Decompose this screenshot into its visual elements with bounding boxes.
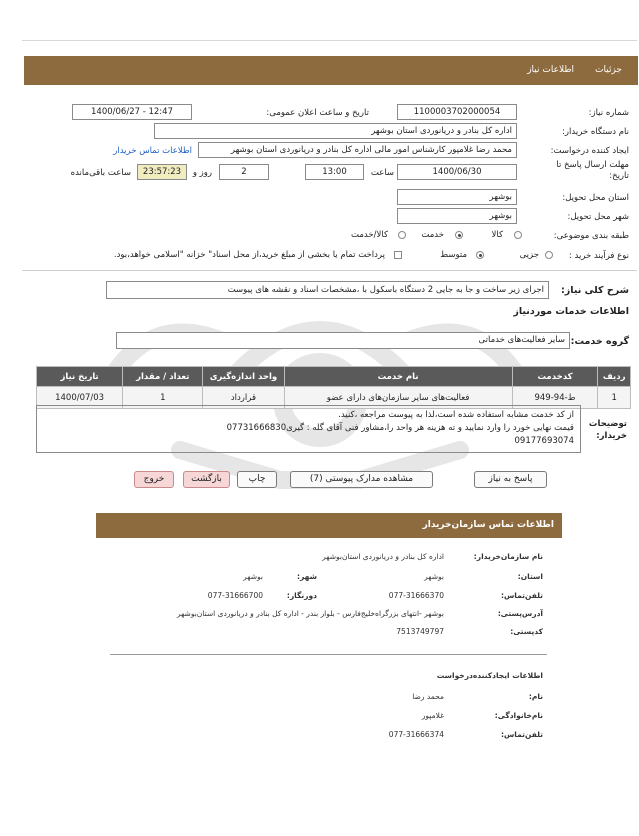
col-header-date: تاریخ نیاز <box>37 367 123 387</box>
services-title: اطلاعات خدمات موردنیاز <box>513 306 629 317</box>
category-radio-goods-service[interactable] <box>398 231 406 239</box>
last-name-value: غلامپور <box>421 711 444 720</box>
postal-address-value: بوشهر -انتهای بزرگراه‌خلیج‌فارس - بلوار بندر - اداره کل بنادر و دریانوردی استان‌بوشهر <box>176 609 444 618</box>
exit-button[interactable]: خروج <box>134 471 174 488</box>
province-field: بوشهر <box>397 189 517 205</box>
requester-label: ایجاد کننده درخواست: <box>550 146 629 156</box>
contact-phone-value: 077-31666370 <box>388 591 444 600</box>
remaining-time-field: 23:57:23 <box>137 164 187 180</box>
postal-address-label: آدرس‌پستی: <box>497 609 543 618</box>
announce-label: تاریخ و ساعت اعلان عمومی: <box>266 108 369 118</box>
contact-divider <box>110 654 547 655</box>
deadline-time-field: 13:00 <box>305 164 364 180</box>
summary-field: اجرای زیر ساخت و جا به جایی 2 دستگاه باسکول با ،مشخصات اسناد و نقشه های پیوست <box>106 281 549 299</box>
page-header <box>24 56 638 85</box>
contact-city-value: بوشهر <box>243 572 263 581</box>
process-option-minor: جزیی <box>519 250 539 260</box>
buyer-org-value-2: اداره کل بنادر و دریانوردی استان‌بوشهر <box>322 552 444 561</box>
payment-note: پرداخت تمام یا بخشی از مبلغ خرید،از محل اسناد" خزانه "اسلامی خواهد،بود. <box>113 250 385 260</box>
need-number-field: 1100003702000054 <box>397 104 517 120</box>
cell-unit: قرارداد <box>203 387 284 409</box>
cell-row: 1 <box>598 387 631 409</box>
requester-phone-label: تلفن‌تماس: <box>500 730 543 739</box>
category-option-service: خدمت <box>421 230 444 240</box>
category-option-goods-service: کالا/خدمت <box>351 230 388 240</box>
need-number-label: شماره نیاز: <box>588 108 629 118</box>
days-field: 2 <box>219 164 269 180</box>
contact-fax-label: دورنگار: <box>286 591 317 600</box>
tab-need-info[interactable]: اطلاعات نیاز <box>527 65 574 75</box>
section-divider <box>22 270 637 271</box>
process-label: نوع فرآیند خرید : <box>568 251 629 261</box>
attachments-button[interactable]: مشاهده مدارک پیوستی (7) <box>290 471 433 488</box>
deadline-label: مهلت ارسال پاسخ تا تاریخ: <box>556 160 629 181</box>
remaining-label: ساعت باقی‌مانده <box>70 168 131 178</box>
first-name-label: نام: <box>528 692 543 701</box>
notes-box <box>36 405 581 453</box>
last-name-label: نام‌خانوادگی: <box>494 711 543 720</box>
col-header-row: ردیف <box>598 367 631 387</box>
category-radio-service[interactable] <box>455 231 463 239</box>
buyer-contact-link[interactable]: اطلاعات تماس خریدار <box>113 146 192 156</box>
cell-name: فعالیت‌های سایر سازمان‌های دارای عضو <box>284 387 512 409</box>
deadline-time-label: ساعت <box>370 168 394 178</box>
notes-line-2: قیمت نهایی خورد را وارد نمایید و ته هزینه هر واحد را،مشاور فنی آقای گله : گیری07731666830 <box>226 423 574 433</box>
payment-checkbox[interactable] <box>394 251 402 259</box>
buyer-org-label-2: نام سازمان‌خریدار: <box>473 552 543 561</box>
postal-code-label: کدپستی: <box>510 627 543 636</box>
category-option-goods: کالا <box>491 230 503 240</box>
summary-label: شرح کلی نیاز: <box>560 285 629 296</box>
days-label: روز و <box>192 168 212 178</box>
cell-qty: 1 <box>123 387 203 409</box>
notes-line-3: 09177693074 <box>514 436 574 446</box>
contact-province-label: استان: <box>517 572 543 581</box>
announce-field: 1400/06/27 - 12:47 <box>72 104 192 120</box>
postal-code-value: 7513749797 <box>396 627 444 636</box>
print-button[interactable]: چاپ <box>237 471 277 488</box>
tab-details[interactable]: جزئیات <box>595 65 622 75</box>
col-header-unit: واحد اندازه‌گیری <box>203 367 284 387</box>
city-label: شهر محل تحویل: <box>567 212 629 222</box>
contact-phone-label: تلفن‌تماس: <box>500 591 543 600</box>
buyer-org-label: نام دستگاه خریدار: <box>562 127 629 137</box>
requester-info-title: اطلاعات ایجادکننده‌درخواست <box>436 671 543 680</box>
cell-code: ط-94-949 <box>512 387 598 409</box>
service-group-field: سایر فعالیت‌های خدماتی <box>116 332 570 349</box>
col-header-code: کدخدمت <box>512 367 598 387</box>
process-radio-medium[interactable] <box>476 251 484 259</box>
category-label: طبقه بندی موضوعی: <box>553 231 629 241</box>
requester-phone-value: 077-31666374 <box>388 730 444 739</box>
col-header-name: نام خدمت <box>284 367 512 387</box>
city-field: بوشهر <box>397 208 517 224</box>
top-divider <box>22 40 637 41</box>
contact-title: اطلاعات تماس سازمان‌خریدار <box>422 520 554 530</box>
province-label: استان محل تحویل: <box>562 193 629 203</box>
notes-line-1: از کد خدمت مشابه استفاده شده است،لذا به پیوست مراجعه ،کنید. <box>338 410 574 420</box>
contact-header <box>96 513 562 538</box>
reply-button[interactable]: پاسخ به نیاز <box>474 471 547 488</box>
process-radio-minor[interactable] <box>545 251 553 259</box>
first-name-value: محمد رضا <box>412 692 444 701</box>
col-header-qty: تعداد / مقدار <box>123 367 203 387</box>
notes-label: توضیحات خریدار: <box>588 419 627 441</box>
category-radio-goods[interactable] <box>514 231 522 239</box>
contact-city-label: شهر: <box>297 572 317 581</box>
contact-province-value: بوشهر <box>424 572 444 581</box>
deadline-date-field: 1400/06/30 <box>397 164 517 180</box>
cell-date: 1400/07/03 <box>37 387 123 409</box>
back-button[interactable]: بازگشت <box>183 471 230 488</box>
requester-field: محمد رضا غلامپور کارشناس امور مالی اداره کل بنادر و دریانوردی استان بوشهر <box>198 142 517 158</box>
services-table <box>36 366 631 409</box>
service-group-label: گروه خدمت: <box>570 336 629 347</box>
process-option-medium: متوسط <box>440 250 467 260</box>
buyer-org-field: اداره کل بنادر و دریانوردی استان بوشهر <box>154 123 517 139</box>
contact-fax-value: 077-31666700 <box>207 591 263 600</box>
